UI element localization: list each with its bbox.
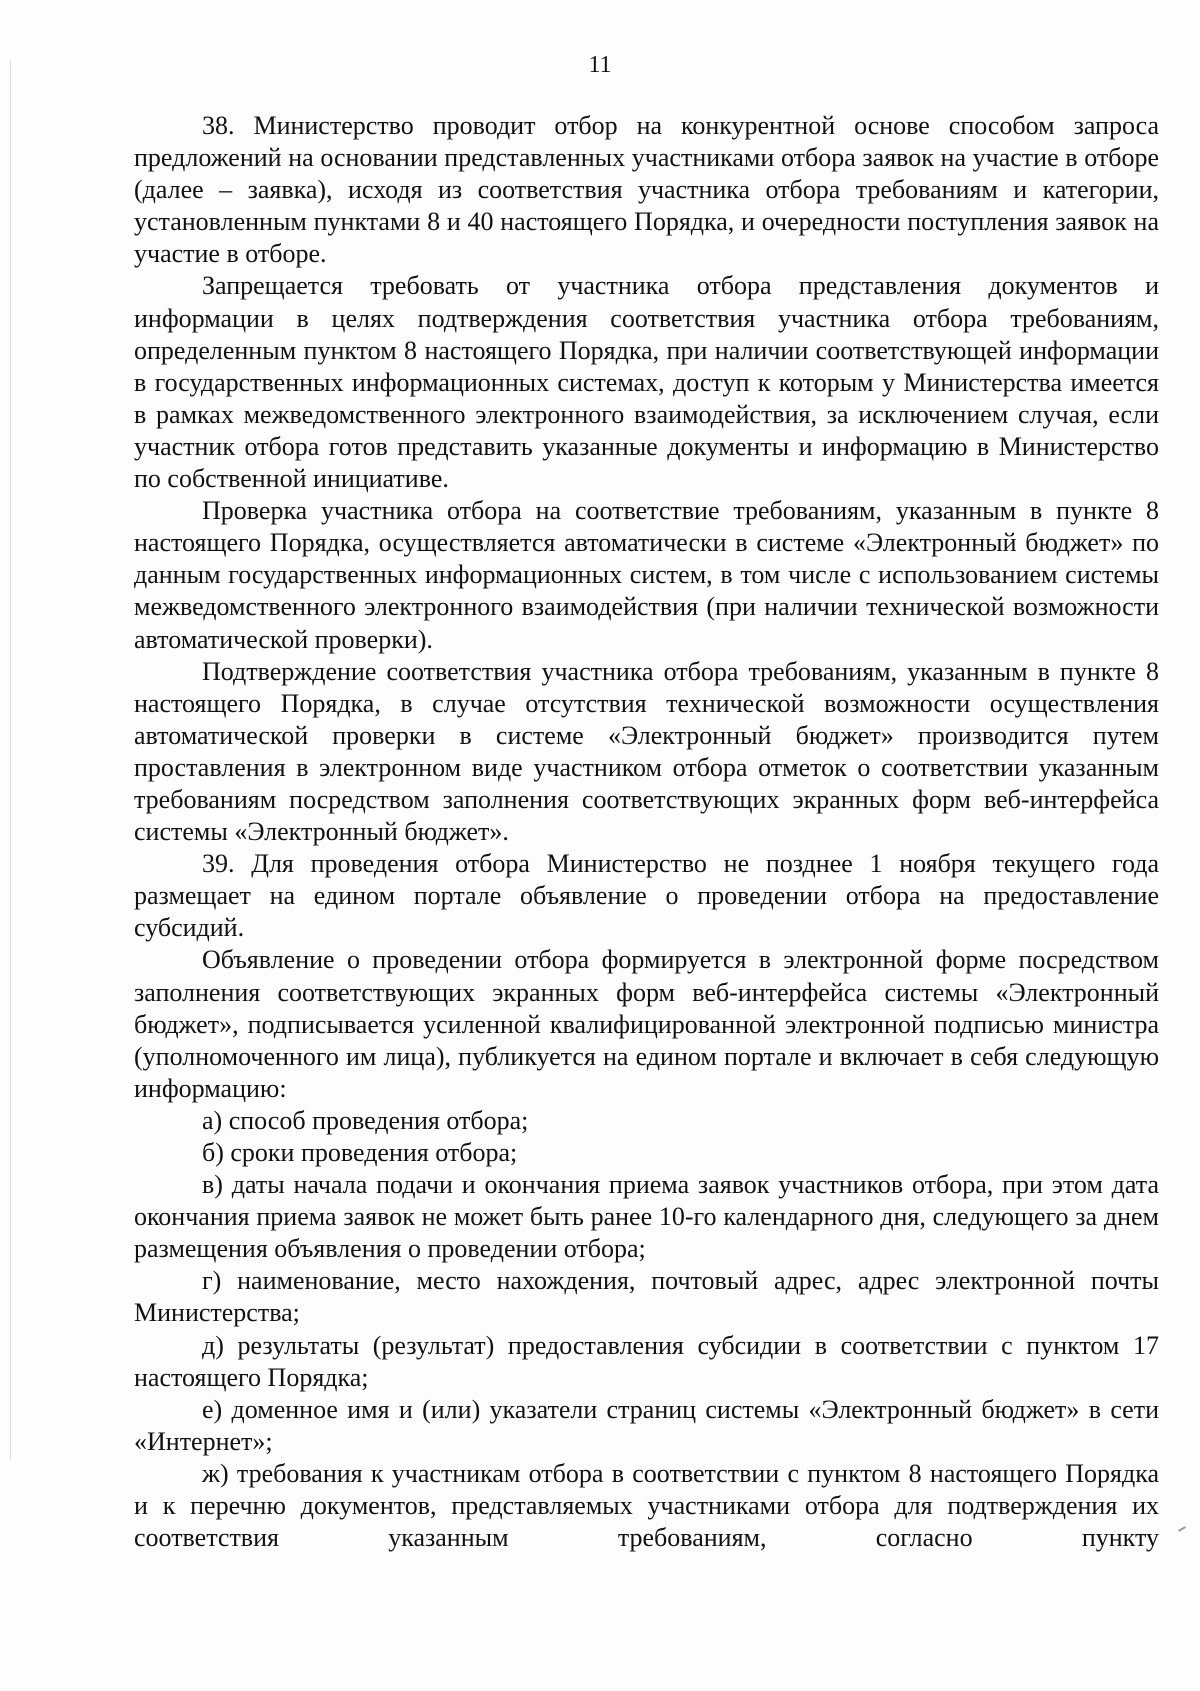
list-item-g: г) наименование, место нахождения, почтовый адрес, адрес электронной почты Министерства; [134,1266,1159,1328]
paragraph-39: 39. Для проведения отбора Министерство не позднее 1 ноября текущего года размещает на едином портале объявление о проведении отбора на предоставление субсидий. [134,849,1159,943]
paragraph-announcement: Объявление о проведении отбора формируется в электронной форме посредством заполнения соответствующих экранных форм веб-интерфейса системы «Электронный бюджет», подписывается усиленной квалифицированной электронной подписью министра (уполномоченного им лица), публикуется на едином портале и включает в себя следующую информацию: [134,945,1159,1103]
list-item-b: б) сроки проведения отбора; [202,1138,518,1167]
paragraph-verification: Проверка участника отбора на соответствие требованиям, указанным в пункте 8 настоящего Порядка, осуществляется автоматически в системе «Электронный бюджет» по данным государственных информационных систем, в том числе с использованием системы межведомственного электронного взаимодействия (при наличии технической возможности автоматической проверки). [134,496,1159,654]
page-number: 11 [588,52,612,78]
scan-edge-mark [10,60,11,1460]
paragraph-38: 38. Министерство проводит отбор на конкурентной основе способом запроса предложений на основании представленных участниками отбора заявок на участие в отборе (далее – заявка), исходя из соответствия участника отбора требованиям и категории, установленным пунктами 8 и 40 настоящего Порядка, и очередности поступления заявок на участие в отборе. [134,111,1159,269]
document-body [134,110,1159,1554]
paragraph-prohibition: Запрещается требовать от участника отбора представления документов и информации в целях подтверждения соответствия участника отбора требованиям, определенным пунктом 8 настоящего Порядка, при наличии соответствующей информации в государственных информационных системах, доступ к которым у Министерства имеется в рамках межведомственного электронного взаимодействия, за исключением случая, если участник отбора готов представить указанные документы и информацию в Министерство по собственной инициативе. [134,271,1159,494]
list-item-v: в) даты начала подачи и окончания приема заявок участников отбора, при этом дата окончания приема заявок не может быть ранее 10-го календарного дня, следующего за днем размещения объявления о проведении отбора; [134,1170,1159,1264]
list-item-d: д) результаты (результат) предоставления субсидии в соответствии с пунктом 17 настоящего Порядка; [134,1330,1159,1392]
list-item-zh: ж) требования к участникам отбора в соответствии с пунктом 8 настоящего Порядка и к перечню документов, представляемых участниками отбора для подтверждения их соответствия указанным требованиям, согласно пункту [134,1458,1159,1553]
scan-speck [1178,1526,1186,1532]
paragraph-confirmation: Подтверждение соответствия участника отбора требованиям, указанным в пункте 8 настоящего Порядка, в случае отсутствия технической возможности осуществления автоматической проверки в системе «Электронный бюджет» производится путем проставления в электронном виде участником отбора отметок о соответствии указанным требованиям посредством заполнения соответствующих экранных форм веб-интерфейса системы «Электронный бюджет». [134,656,1159,847]
list-item-e: е) доменное имя и (или) указатели страниц системы «Электронный бюджет» в сети «Интернет»; [134,1394,1159,1456]
list-item-a: а) способ проведения отбора; [202,1105,529,1135]
